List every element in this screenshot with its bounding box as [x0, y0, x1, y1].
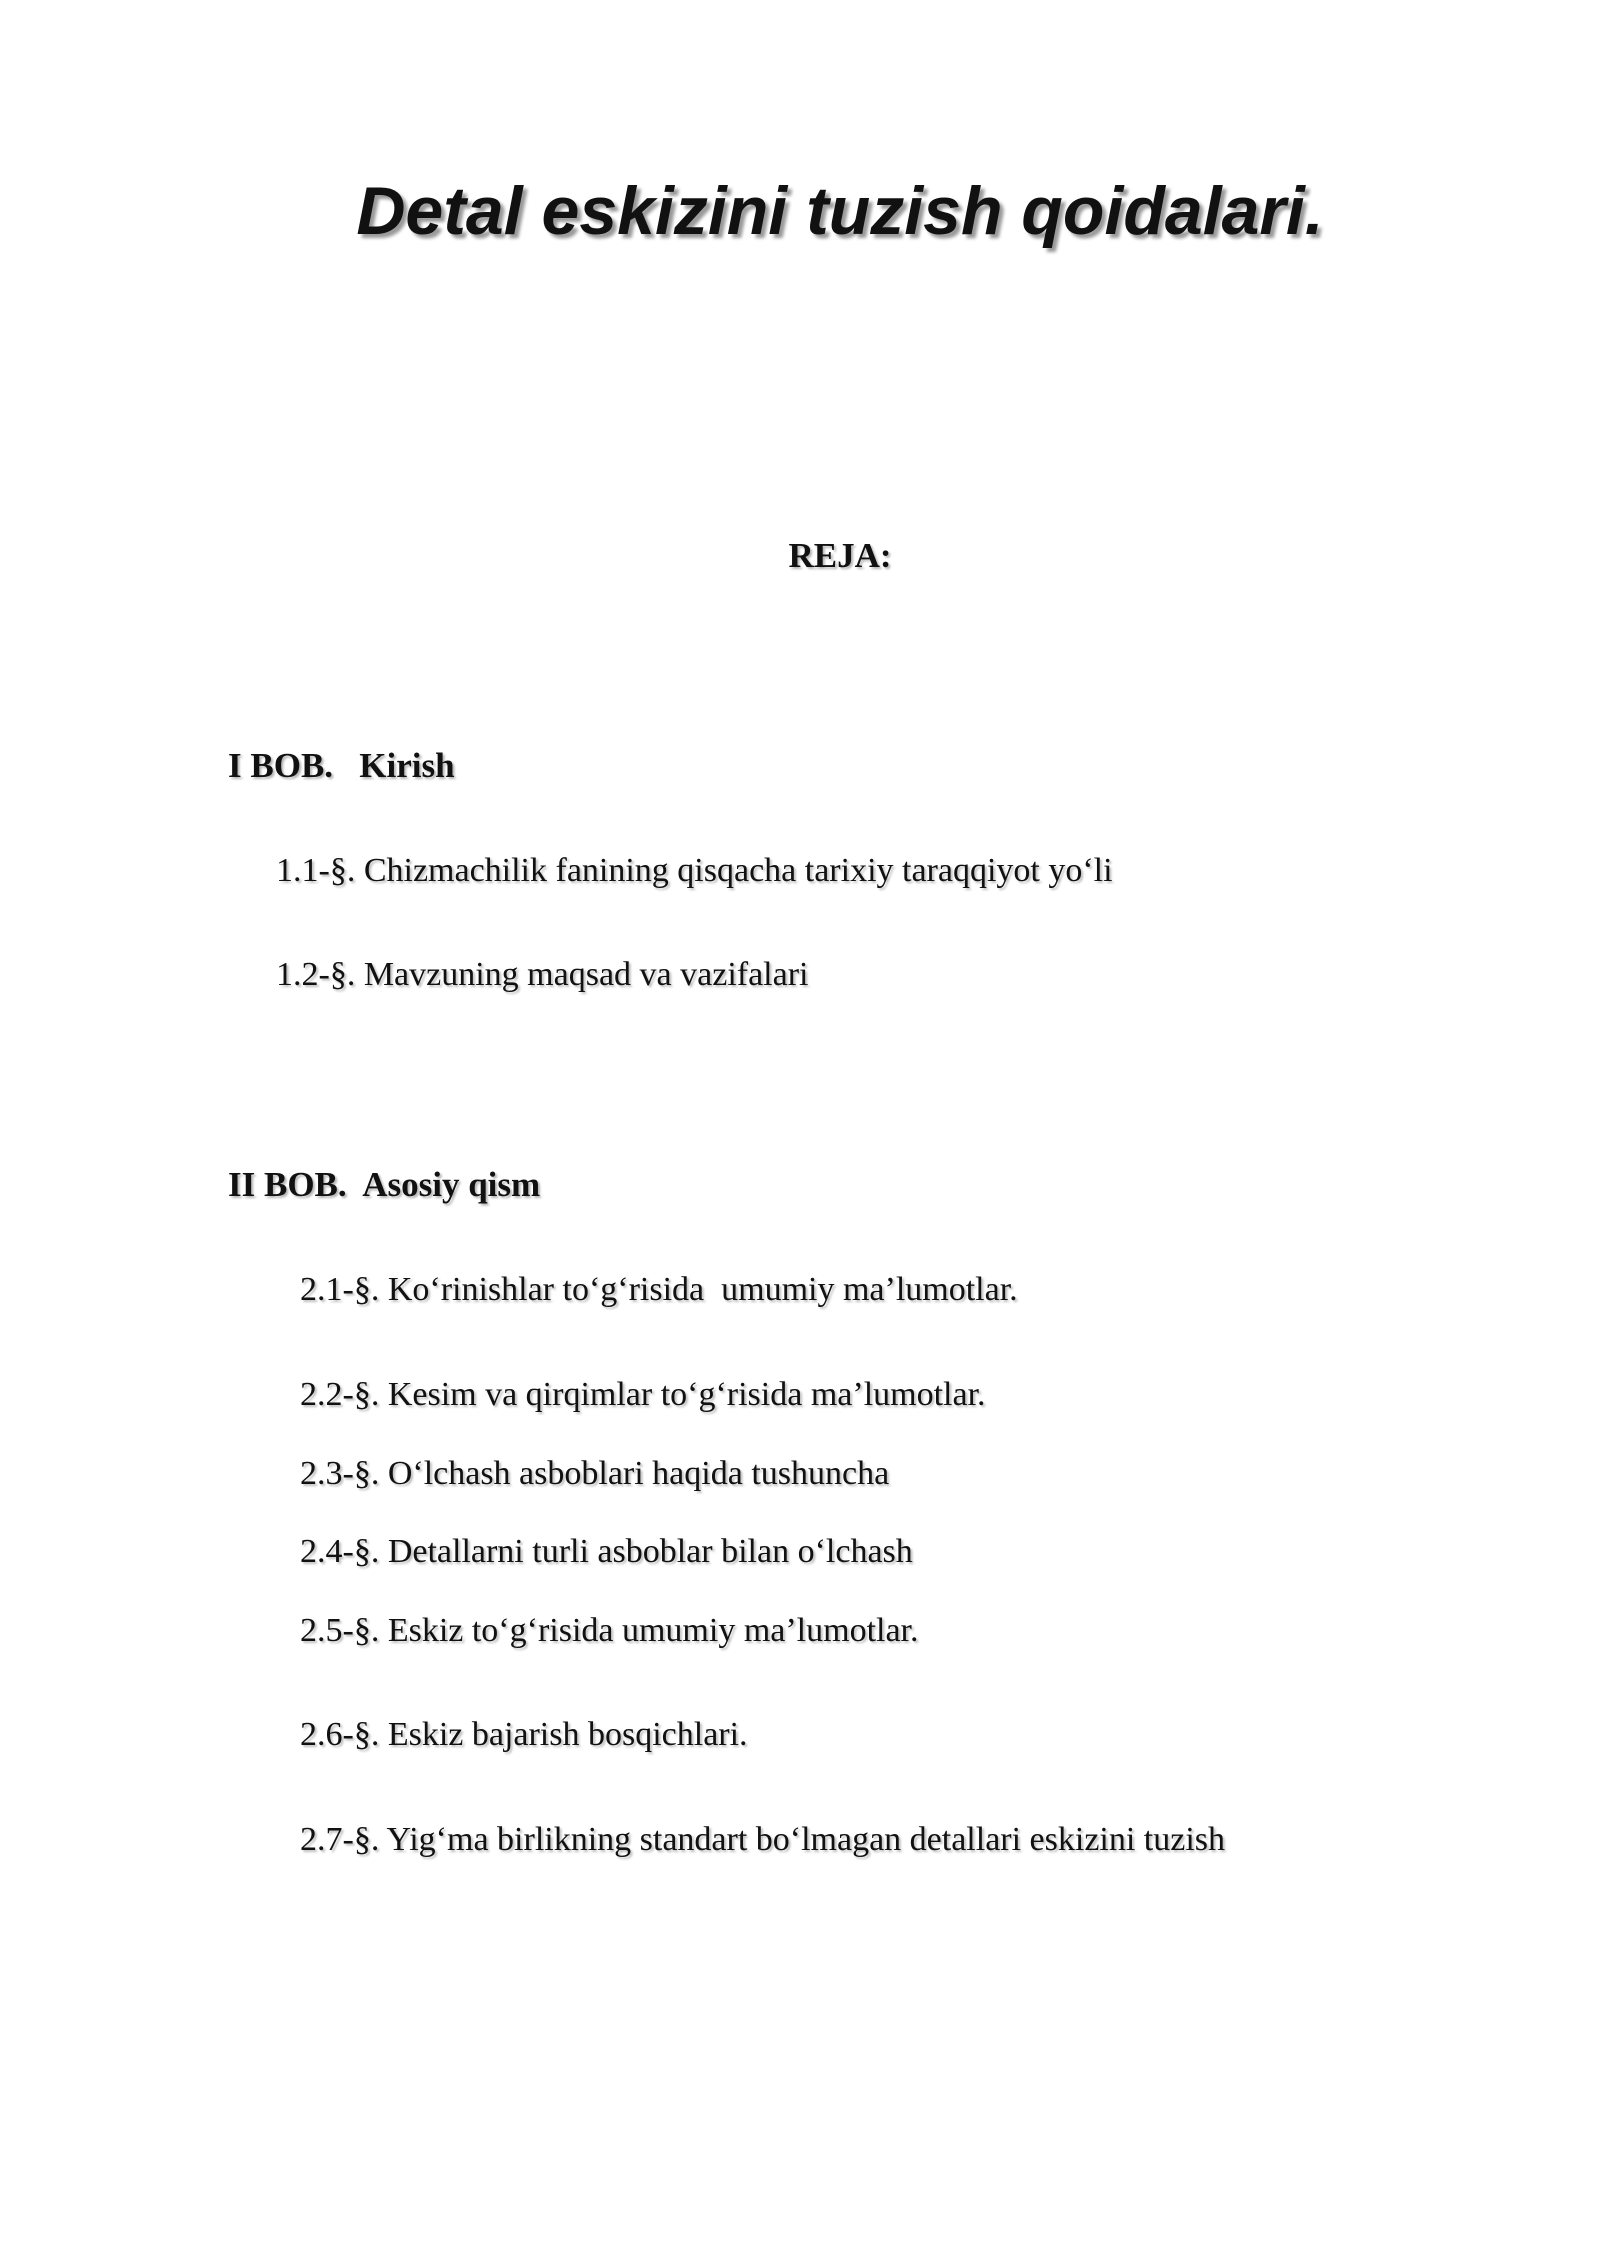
chapter-heading-1: I BOB. Kirish [228, 746, 455, 785]
document-title: Detal eskizini tuzish qoidalari. [356, 173, 1324, 249]
plan-item-2-6: 2.6-§. Eskiz bajarish bosqichlari. [300, 1716, 748, 1753]
chapter-heading-2: II BOB. Asosiy qism [228, 1165, 541, 1204]
plan-item-2-5: 2.5-§. Eskiz to‘g‘risida umumiy ma’lumotlar. [300, 1612, 919, 1649]
plan-item-1-1: 1.1-§. Chizmachilik fanining qisqacha tarixiy taraqqiyot yo‘li [276, 852, 1113, 889]
plan-item-2-7: 2.7-§. Yig‘ma birlikning standart bo‘lmagan detallari eskizini tuzish [300, 1821, 1226, 1858]
plan-item-2-1: 2.1-§. Ko‘rinishlar to‘g‘risida umumiy ma’lumotlar. [300, 1271, 1018, 1308]
plan-item-2-3: 2.3-§. O‘lchash asboblari haqida tushuncha [300, 1455, 890, 1492]
plan-item-2-4: 2.4-§. Detallarni turli asboblar bilan o‘lchash [300, 1533, 913, 1570]
plan-heading: REJA: [788, 536, 892, 575]
plan-item-1-2: 1.2-§. Mavzuning maqsad va vazifalari [276, 956, 809, 993]
plan-item-2-2: 2.2-§. Kesim va qirqimlar to‘g‘risida ma’lumotlar. [300, 1376, 986, 1413]
